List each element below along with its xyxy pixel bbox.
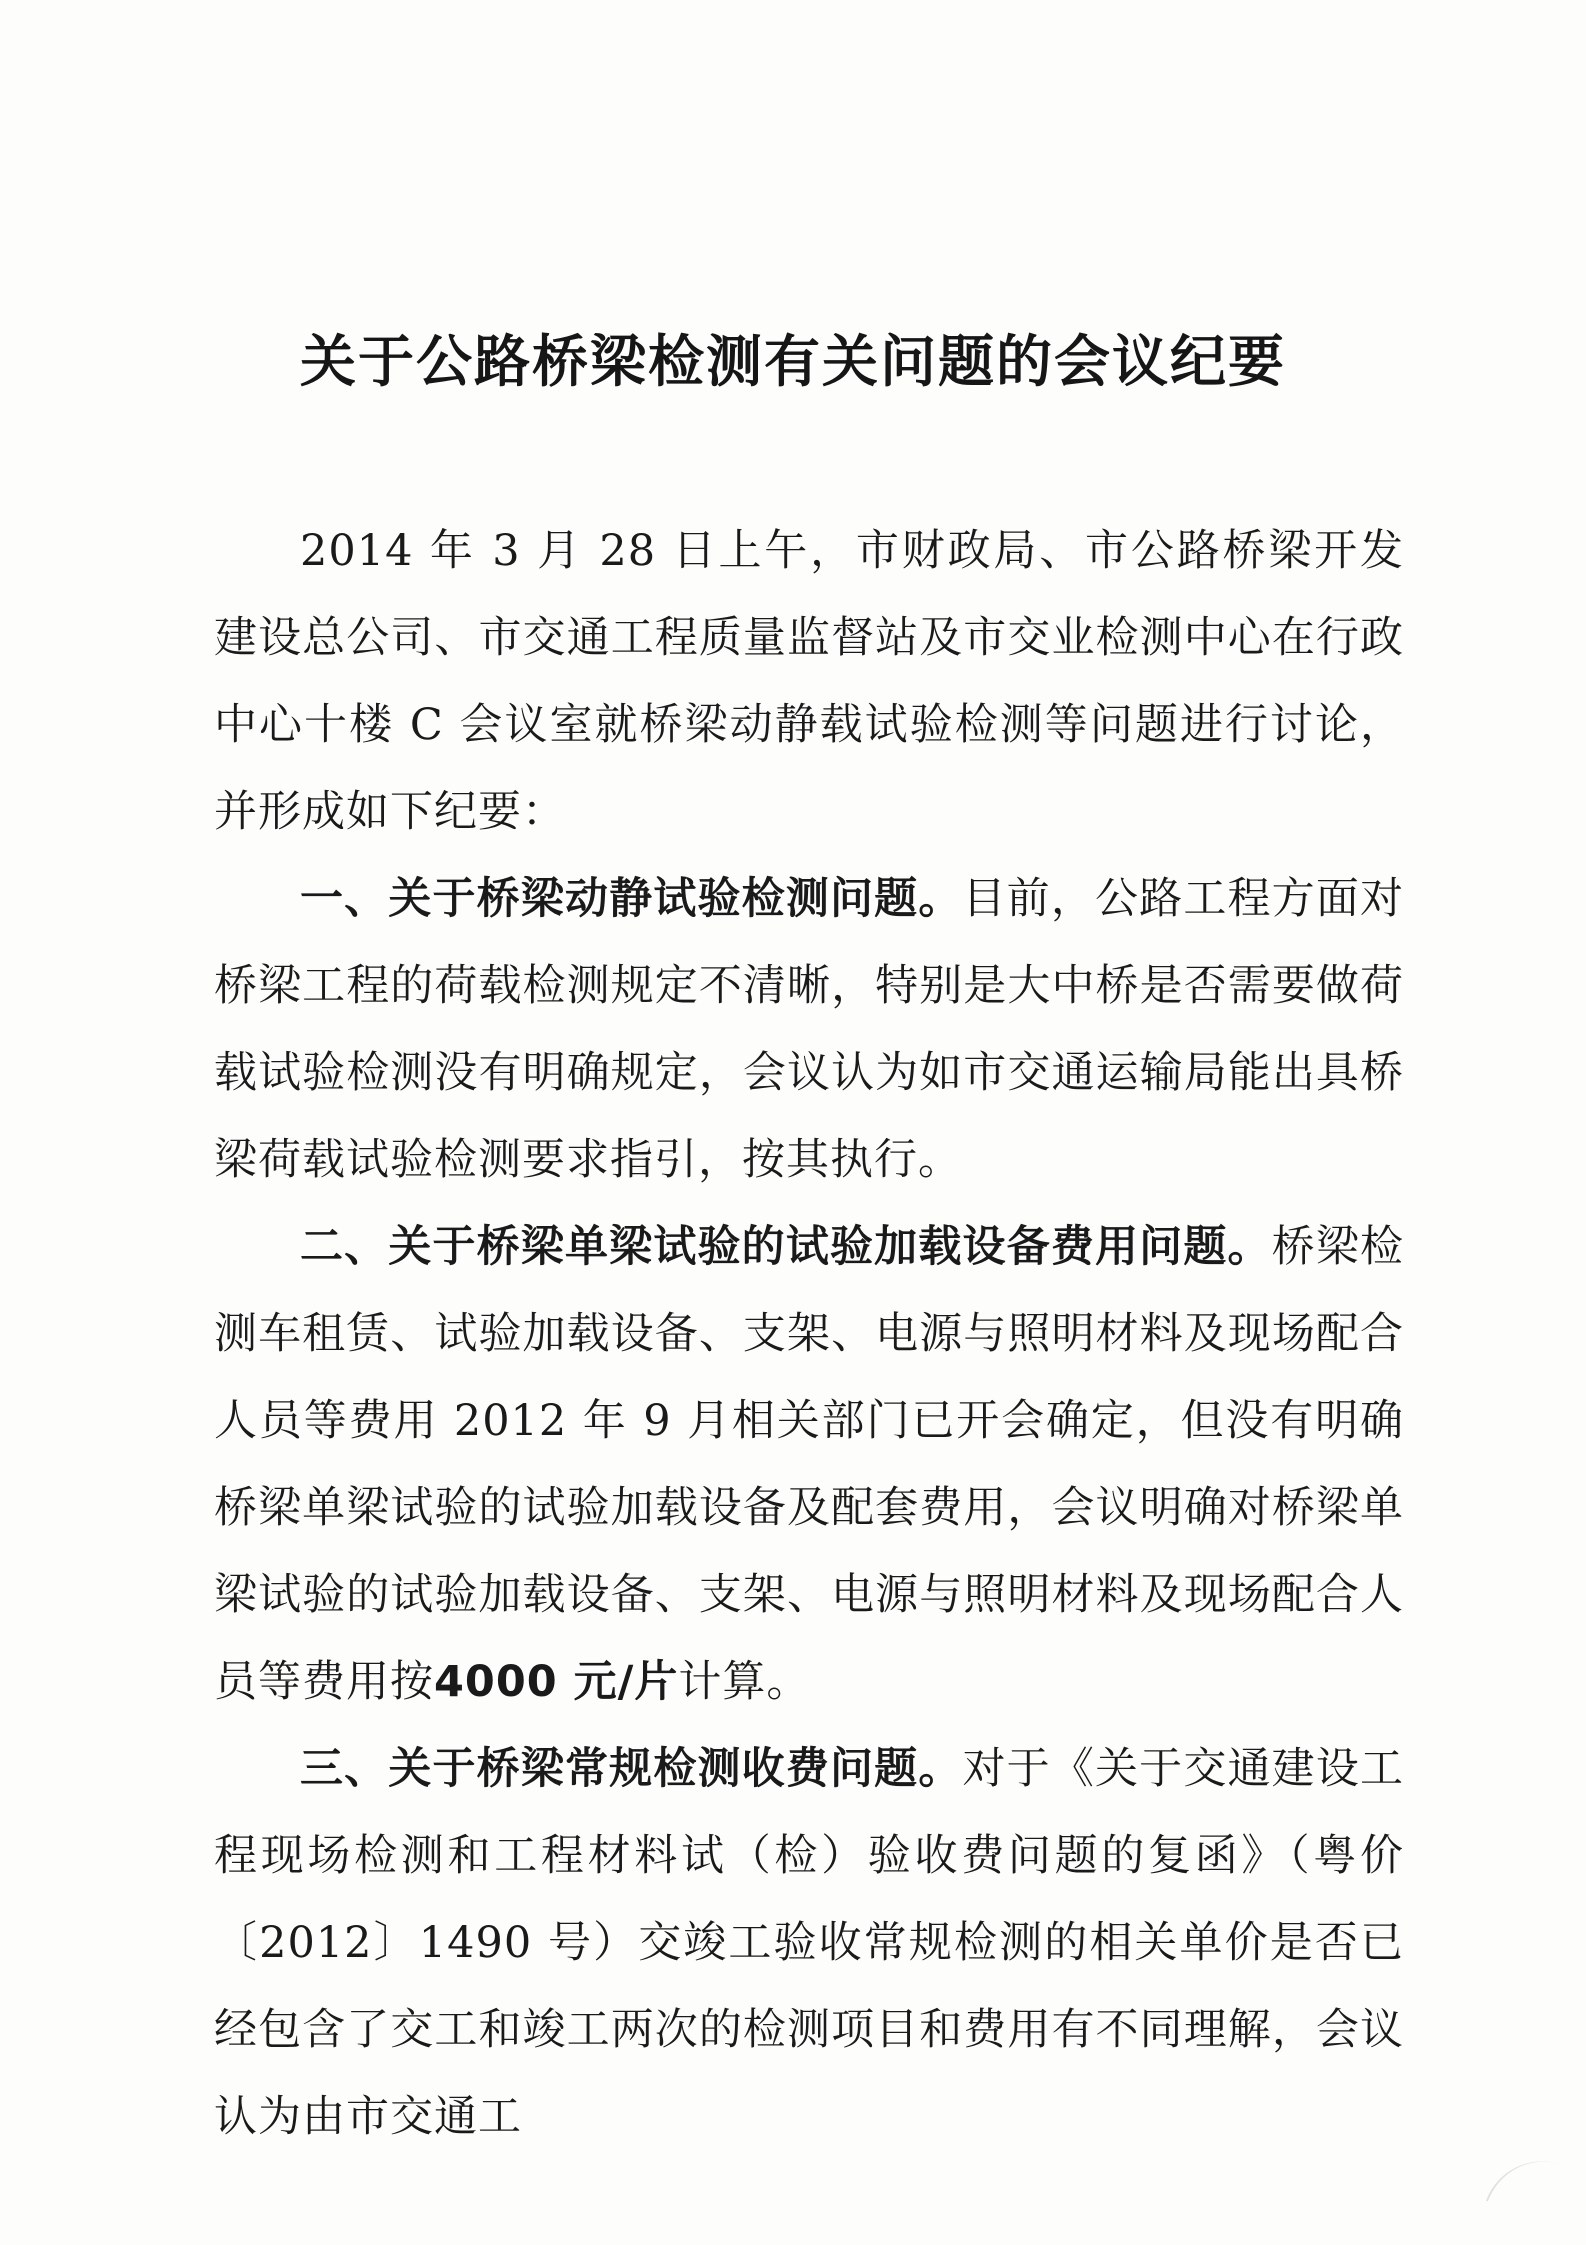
- section-1-heading: 一、关于桥梁动静试验检测问题。: [300, 874, 963, 924]
- section-2-tail: 计算。: [678, 1657, 811, 1707]
- section-3-text: 对于《关于交通建设工程现场检测和工程材料试（检）验收费问题的复函》（粤价〔2012〕1490 号）交竣工验收常规检测的相关单价是否已经包含了交工和竣工两次的检测项目和费用有不同理解，会议认为由市交通工: [214, 1744, 1404, 2142]
- document-body: [214, 508, 1404, 2161]
- scan-corner-mark: [1486, 2144, 1574, 2225]
- section-2-heading: 二、关于桥梁单梁试验的试验加载设备费用问题。: [300, 1222, 1272, 1272]
- section-3-heading: 三、关于桥梁常规检测收费问题。: [300, 1744, 963, 1794]
- section-1-paragraph: [214, 856, 1404, 1204]
- page-title: 关于公路桥梁检测有关问题的会议纪要: [300, 330, 1286, 395]
- intro-paragraph: 2014 年 3 月 28 日上午，市财政局、市公路桥梁开发建设总公司、市交通工程质量监督站及市交业检测中心在行政中心十楼 C 会议室就桥梁动静载试验检测等问题进行讨论，并形成如下纪要：: [214, 526, 1404, 837]
- section-1-text: 目前，公路工程方面对桥梁工程的荷载检测规定不清晰，特别是大中桥是否需要做荷载试验检测没有明确规定，会议认为如市交通运输局能出具桥梁荷载试验检测要求指引，按其执行。: [214, 874, 1404, 1185]
- section-3-paragraph: [214, 1726, 1404, 2161]
- section-2-amount: 4000 元/片: [434, 1657, 679, 1707]
- section-2-text: 桥梁检测车租赁、试验加载设备、支架、电源与照明材料及现场配合人员等费用 2012 年 9 月相关部门已开会确定，但没有明确桥梁单梁试验的试验加载设备及配套费用，会议明确对桥梁单梁试验的试验加载设备、支架、电源与照明材料及现场配合人员等费用按: [214, 1222, 1405, 1707]
- section-2-paragraph: [214, 1204, 1404, 1726]
